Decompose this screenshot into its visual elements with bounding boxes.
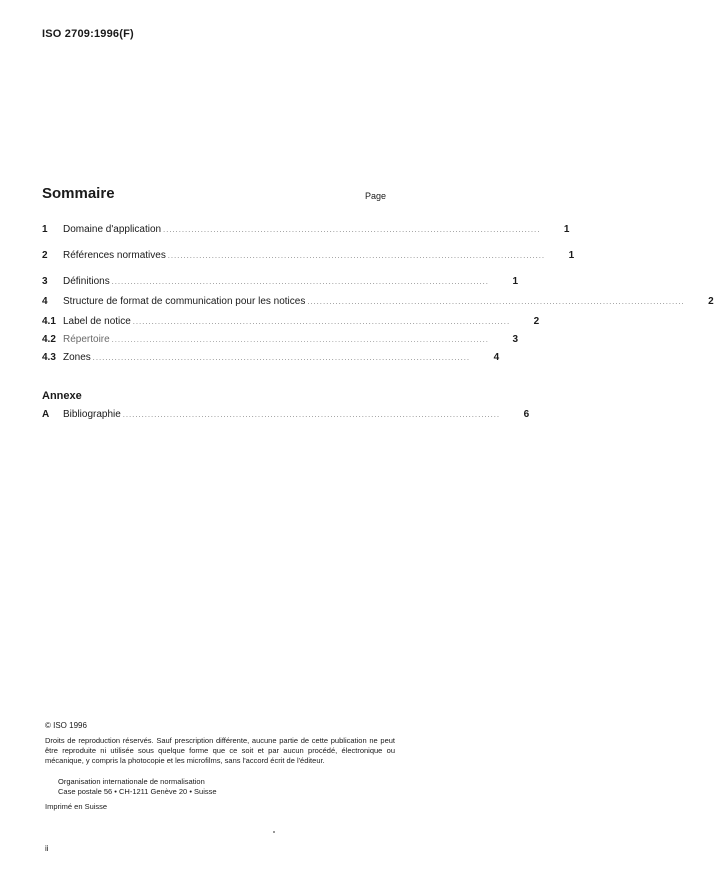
toc-entry[interactable]: [42, 316, 540, 330]
rights-statement: Droits de reproduction réservés. Sauf prescription différente, aucune partie de cette publication ne peut être reproduite ni utilisée sous quelque forme que ce soit et par aucun procédé, électronique ou mécanique, y compris la photocopie et les microfilms, sans l'accord écrit de l'éditeur.: [45, 736, 395, 765]
toc-entry[interactable]: [42, 334, 519, 348]
toc-entry-page: 4: [493, 352, 500, 363]
toc-leader-dots: ........................................................................................................................: [163, 227, 541, 234]
organization-block: [58, 777, 217, 797]
toc-entry-number: 1: [42, 224, 48, 235]
toc-entry-label: Zones: [63, 352, 91, 363]
organization-name: Organisation internationale de normalisation: [58, 777, 205, 786]
toc-entry-page: 2: [708, 296, 714, 307]
toc-entry-label: Structure de format de communication pour les notices: [63, 296, 306, 307]
toc-entry-number: 4.1: [42, 316, 56, 327]
toc-leader-dots: ........................................................................................................................: [167, 253, 546, 260]
toc-leader-dots: ........................................................................................................................: [111, 337, 490, 344]
organization-address: Case postale 56 • CH-1211 Genève 20 • Suisse: [58, 787, 217, 796]
toc-leader-dots: ........................................................................................................................: [122, 412, 501, 419]
toc-entry-number: 3: [42, 276, 48, 287]
toc-entry-page: 3: [512, 334, 519, 345]
toc-entry[interactable]: [42, 224, 570, 238]
toc-entry-number: 4.3: [42, 352, 56, 363]
annex-heading: Annexe: [42, 390, 82, 402]
toc-entry-label: Bibliographie: [63, 409, 121, 420]
toc-entry[interactable]: [42, 250, 575, 264]
toc-annex-entry[interactable]: [42, 409, 530, 423]
toc-entry-number: 4: [42, 296, 48, 307]
toc-entry-label: Définitions: [63, 276, 110, 287]
toc-entry-label: Répertoire: [63, 334, 110, 345]
toc-entry-label: Label de notice: [63, 316, 131, 327]
scan-speck: [273, 831, 275, 833]
document-id: ISO 2709:1996(F): [42, 28, 134, 40]
toc-leader-dots: ........................................................................................................................: [132, 319, 511, 326]
toc-entry-label: Domaine d'application: [63, 224, 162, 235]
copyright-notice: © ISO 1996: [45, 721, 87, 730]
toc-entry-number: 4.2: [42, 334, 56, 345]
toc-title: Sommaire: [42, 185, 115, 202]
toc-entry-number: 2: [42, 250, 48, 261]
toc-leader-dots: ........................................................................................................................: [111, 279, 490, 286]
toc-entry-page: 1: [563, 224, 570, 235]
page-column-label: Page: [365, 191, 387, 201]
toc-entry-number: A: [42, 409, 50, 420]
toc-entry[interactable]: [42, 276, 519, 290]
toc-entry[interactable]: [42, 296, 714, 310]
page-number: ii: [45, 844, 49, 853]
toc-entry[interactable]: [42, 352, 500, 366]
printed-in: Imprimé en Suisse: [45, 802, 108, 811]
toc-leader-dots: ........................................................................................................................: [92, 355, 471, 362]
toc-entry-page: 1: [568, 250, 575, 261]
toc-leader-dots: ........................................................................................................................: [307, 299, 685, 306]
toc-entry-label: Références normatives: [63, 250, 166, 261]
toc-entry-page: 1: [512, 276, 519, 287]
toc-entry-page: 6: [523, 409, 530, 420]
toc-entry-page: 2: [533, 316, 540, 327]
